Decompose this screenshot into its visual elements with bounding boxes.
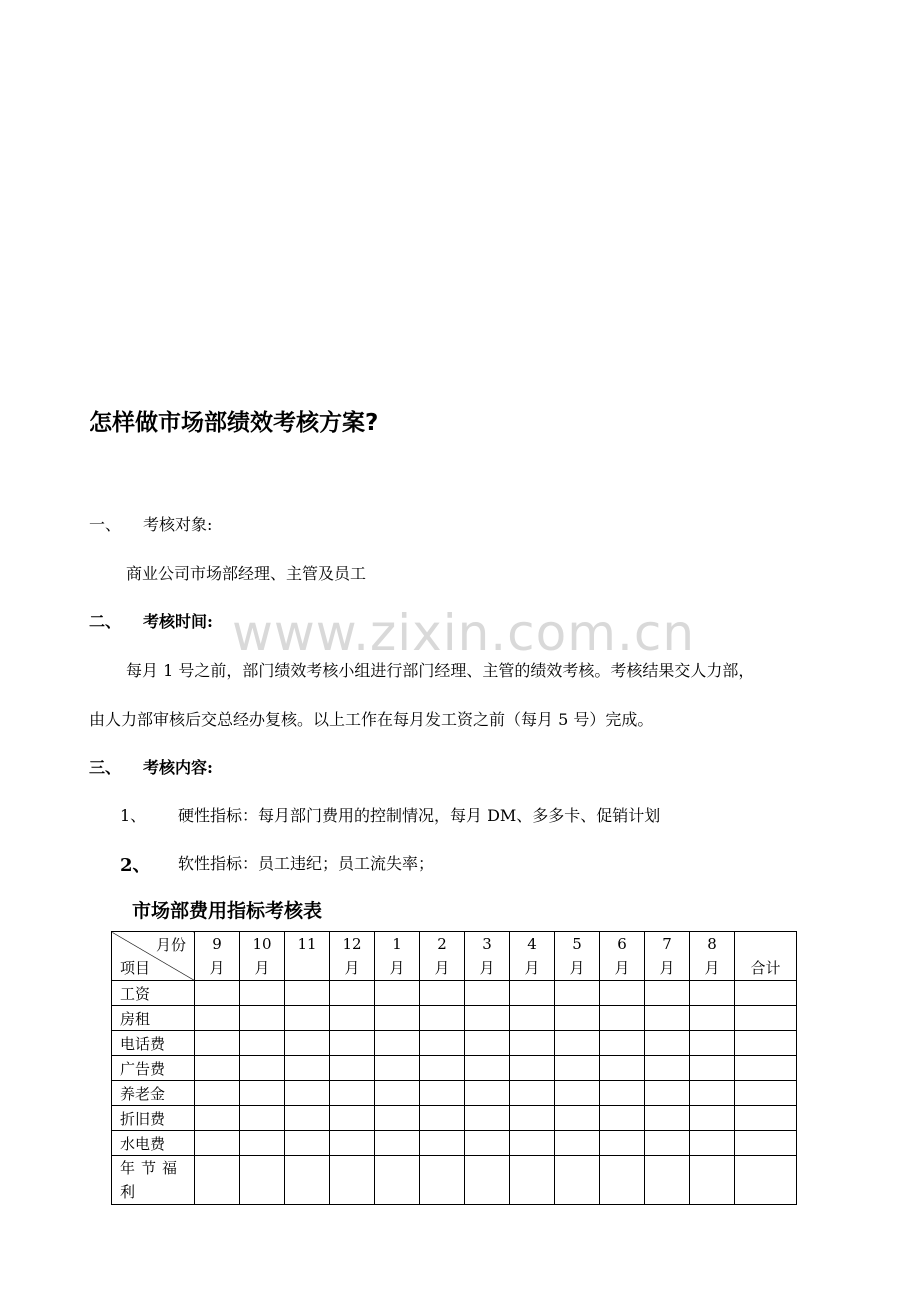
row-label: 工资 [112, 981, 195, 1006]
table-cell [465, 981, 510, 1006]
table-cell [420, 1081, 465, 1106]
table-cell [735, 1031, 797, 1056]
table-cell [240, 1031, 285, 1056]
month-header: 9 月 [195, 932, 240, 981]
table-cell [735, 1006, 797, 1031]
table-cell [555, 1006, 600, 1031]
section1-body: 商业公司市场部经理、主管及员工 [126, 564, 367, 583]
table-cell [555, 1031, 600, 1056]
table-cell [330, 1131, 375, 1156]
section3-item1-number: 1、 [120, 806, 147, 825]
table-cell [510, 1031, 555, 1056]
table-cell [690, 1106, 735, 1131]
section1-number: 一、 [89, 515, 122, 534]
section3-item2: 软性指标：员工违纪；员工流失率； [178, 854, 435, 873]
table-cell [240, 1056, 285, 1081]
month-header: 6 月 [600, 932, 645, 981]
total-header: 合计 [735, 932, 797, 981]
table-cell [645, 1106, 690, 1131]
table-cell [465, 1081, 510, 1106]
row-label: 广告费 [112, 1056, 195, 1081]
table-cell [375, 1031, 420, 1056]
table-cell [600, 1006, 645, 1031]
table-row [112, 1156, 797, 1205]
section2-line1: 每月 1 号之前，部门绩效考核小组进行部门经理、主管的绩效考核。考核结果交人力部， [126, 661, 755, 680]
section3-number: 三、 [89, 758, 122, 777]
table-cell [735, 1106, 797, 1131]
section3-item2-number: 2、 [120, 855, 151, 876]
table-cell [465, 1156, 510, 1205]
table-cell [240, 1106, 285, 1131]
table-cell [510, 1131, 555, 1156]
table-cell [330, 1106, 375, 1131]
table-cell [510, 1056, 555, 1081]
table-cell [690, 1031, 735, 1056]
table-cell [555, 981, 600, 1006]
row-label: 折旧费 [112, 1106, 195, 1131]
table-cell [645, 1081, 690, 1106]
section3-heading: 考核内容: [143, 758, 213, 777]
watermark: www.zixin.com.cn [232, 604, 696, 662]
table-cell [420, 1131, 465, 1156]
table-cell [690, 1156, 735, 1205]
table-cell [600, 1081, 645, 1106]
table-cell [240, 1156, 285, 1205]
table-cell [375, 1056, 420, 1081]
table-cell [420, 981, 465, 1006]
table-cell [285, 1006, 330, 1031]
table-title: 市场部费用指标考核表 [132, 900, 323, 922]
page-title: 怎样做市场部绩效考核方案? [89, 410, 379, 436]
table-cell [285, 1081, 330, 1106]
table-cell [465, 1131, 510, 1156]
row-label: 水电费 [112, 1131, 195, 1156]
table-cell [420, 1031, 465, 1056]
table-cell [240, 981, 285, 1006]
corner-month-label: 月份 [155, 936, 186, 954]
table-cell [555, 1081, 600, 1106]
table-cell [510, 1156, 555, 1205]
corner-item-label: 项目 [120, 959, 151, 977]
table-cell [195, 981, 240, 1006]
table-cell [285, 1031, 330, 1056]
month-header: 1 月 [375, 932, 420, 981]
table-cell [195, 1031, 240, 1056]
row-label: 养老金 [112, 1081, 195, 1106]
table-header-row [112, 932, 797, 981]
table-cell [510, 1006, 555, 1031]
table-cell [195, 1006, 240, 1031]
table-cell [420, 1106, 465, 1131]
table-row [112, 1106, 797, 1131]
table-cell [285, 1106, 330, 1131]
table-cell [735, 1081, 797, 1106]
table-cell [375, 1131, 420, 1156]
table-cell [510, 1081, 555, 1106]
table-cell [645, 1031, 690, 1056]
table-cell [420, 1156, 465, 1205]
table-cell [285, 1156, 330, 1205]
table-cell [555, 1106, 600, 1131]
row-label: 电话费 [112, 1031, 195, 1056]
table-cell [375, 1106, 420, 1131]
section3-item1: 硬性指标：每月部门费用的控制情况，每月 DM、多多卡、促销计划 [178, 806, 661, 825]
table-cell [735, 981, 797, 1006]
table-cell [285, 1131, 330, 1156]
table-cell [330, 1031, 375, 1056]
table-cell [510, 981, 555, 1006]
corner-cell [112, 932, 195, 981]
table-row [112, 1131, 797, 1156]
table-cell [645, 1006, 690, 1031]
table-cell [735, 1056, 797, 1081]
row-label: 房租 [112, 1006, 195, 1031]
table-cell [375, 1081, 420, 1106]
table-cell [600, 1156, 645, 1205]
month-header: 3 月 [465, 932, 510, 981]
table-cell [690, 1131, 735, 1156]
table-cell [555, 1056, 600, 1081]
section2-line2: 由人力部审核后交总经办复核。以上工作在每月发工资之前（每月 5 号）完成。 [89, 710, 654, 729]
table-cell [735, 1156, 797, 1205]
table-cell [465, 1056, 510, 1081]
table-cell [690, 1006, 735, 1031]
table-cell [195, 1106, 240, 1131]
table-cell [465, 1106, 510, 1131]
table-cell [645, 1156, 690, 1205]
month-header: 7 月 [645, 932, 690, 981]
table-cell [690, 1081, 735, 1106]
table-row [112, 1081, 797, 1106]
table-cell [375, 1156, 420, 1205]
table-cell [285, 1056, 330, 1081]
table-cell [690, 1056, 735, 1081]
table-cell [600, 981, 645, 1006]
section2-number: 二、 [89, 612, 122, 631]
table-cell [195, 1156, 240, 1205]
month-header: 10 月 [240, 932, 285, 981]
table-cell [195, 1081, 240, 1106]
table-cell [555, 1156, 600, 1205]
table-cell [645, 1056, 690, 1081]
table-cell [240, 1081, 285, 1106]
table-cell [645, 1131, 690, 1156]
table-cell [465, 1031, 510, 1056]
month-header: 8 月 [690, 932, 735, 981]
table-row [112, 981, 797, 1006]
table-cell [600, 1106, 645, 1131]
section1-heading: 考核对象: [143, 515, 213, 534]
month-header: 5 月 [555, 932, 600, 981]
table-cell [375, 1006, 420, 1031]
table-cell [600, 1131, 645, 1156]
table-cell [195, 1056, 240, 1081]
table-row [112, 1056, 797, 1081]
month-header: 2 月 [420, 932, 465, 981]
table-cell [240, 1131, 285, 1156]
table-row [112, 1006, 797, 1031]
table-cell [645, 981, 690, 1006]
table-cell [600, 1031, 645, 1056]
row-label: 年节福利 [112, 1156, 195, 1205]
table-cell [600, 1056, 645, 1081]
month-header: 12 月 [330, 932, 375, 981]
table-row [112, 1031, 797, 1056]
table-cell [330, 1156, 375, 1205]
table-cell [555, 1131, 600, 1156]
section2-heading: 考核时间: [143, 612, 213, 631]
table-cell [735, 1131, 797, 1156]
table-cell [375, 981, 420, 1006]
table-cell [510, 1106, 555, 1131]
table-cell [690, 981, 735, 1006]
table-cell [240, 1006, 285, 1031]
table-cell [195, 1131, 240, 1156]
month-header: 11 [285, 932, 330, 981]
table-cell [330, 981, 375, 1006]
month-header: 4 月 [510, 932, 555, 981]
table-cell [285, 981, 330, 1006]
table-cell [465, 1006, 510, 1031]
table-cell [420, 1056, 465, 1081]
fee-table [111, 931, 797, 1205]
table-cell [330, 1081, 375, 1106]
table-cell [330, 1006, 375, 1031]
table-cell [420, 1006, 465, 1031]
table-cell [330, 1056, 375, 1081]
